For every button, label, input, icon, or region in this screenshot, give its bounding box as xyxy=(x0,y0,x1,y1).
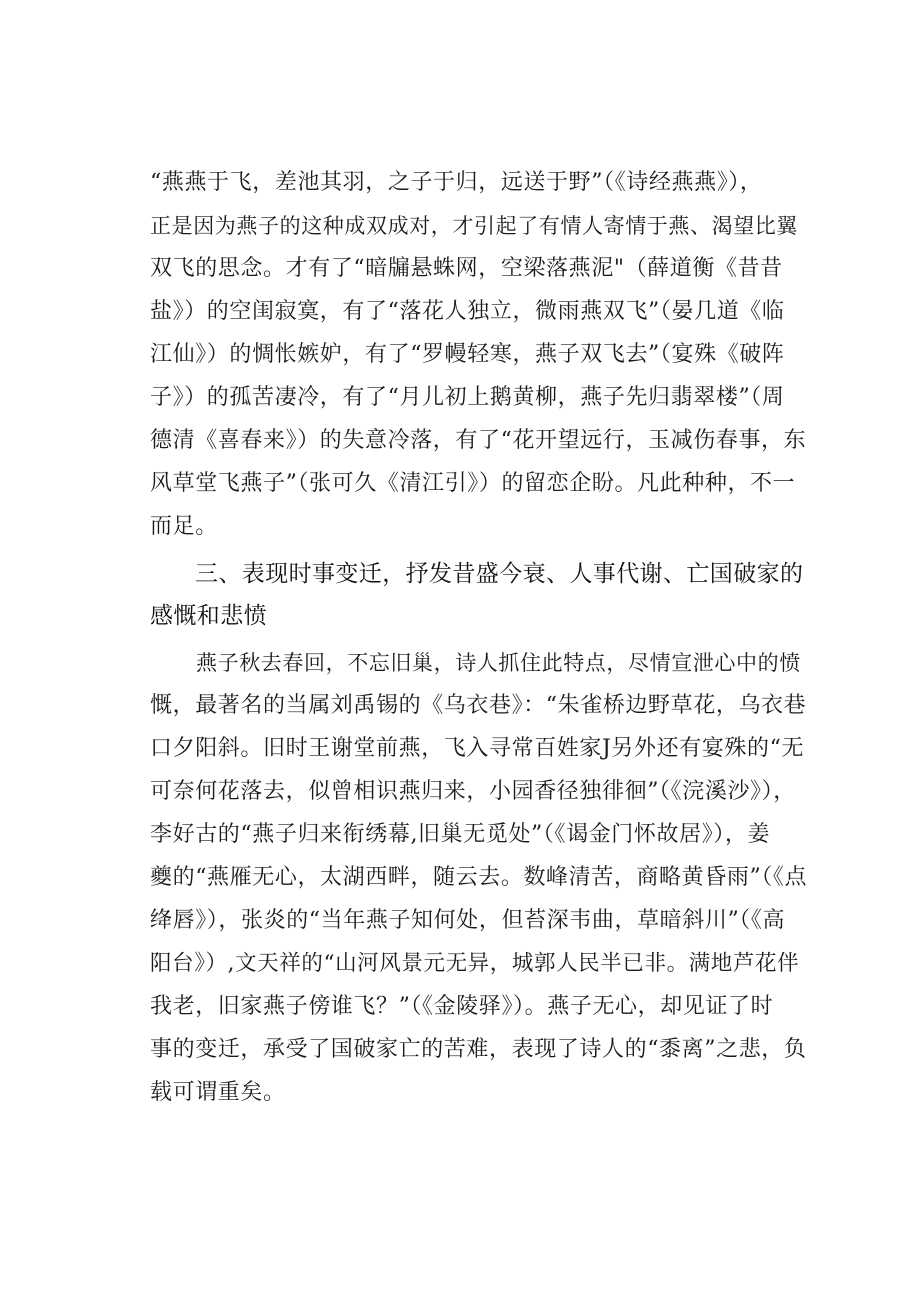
text-line: 口夕阳斜。旧时王谢堂前燕，飞入寻常百姓家J另外还有宴殊的“无 xyxy=(150,736,805,761)
text-line: 李好古的“燕子归来衔绣幕,旧巢无觅处”（《谒金门怀故居》），姜 xyxy=(150,822,771,847)
text-line: 正是因为燕子的这种成双成对，才引起了有情人寄情于燕、渴望比翼 xyxy=(150,214,798,238)
text-line: 而足。 xyxy=(150,514,218,539)
text-line: 载可谓重矣。 xyxy=(150,1080,286,1105)
text-line: 我老，旧家燕子傍谁飞？”（《金陵驿》）。燕子无心，却见证了时 xyxy=(150,994,774,1019)
text-line: 事的变迁，承受了国破家亡的苦难，表现了诗人的“黍离”之悲，负 xyxy=(150,1037,807,1062)
text-line: 盐》）的空闺寂寞，有了“落花人独立，微雨燕双飞”（晏几道《临 xyxy=(150,299,785,324)
text-line: 德清《喜春来》）的失意冷落，有了“花开望远行，玉减伤春事，东 xyxy=(150,428,807,453)
text-line: “燕燕于飞，差池其羽，之子于归，远送于野”（《诗经燕燕》）， xyxy=(150,170,763,195)
text-line: 可奈何花落去，似曾相识燕归来，小园香径独徘徊”（《浣溪沙》）， xyxy=(150,779,796,804)
text-line: 绛唇》），张炎的“当年燕子知何处，但苔深韦曲，草暗斜川”（《高 xyxy=(150,908,786,933)
text-line: 燕子秋去春回，不忘旧巢，诗人抓住此特点，尽情宣泄心中的愤 xyxy=(196,651,801,675)
text-line: 阳台》）,文天祥的“山河风景元无异，城郭人民半已非。满地芦花伴 xyxy=(150,951,800,976)
section-heading-line-2: 感慨和悲愤 xyxy=(150,603,267,629)
text-line: 风草堂飞燕子”（张可久《清江引》）的留恋企盼。凡此种种，不一 xyxy=(150,471,796,496)
text-line: 夔的“燕雁无心，太湖西畔，随云去。数峰清苦，商略黄昏雨”（《点 xyxy=(150,865,808,890)
text-line: 慨，最著名的当属刘禹锡的《乌衣巷》：“朱雀桥边野草花，乌衣巷 xyxy=(150,693,807,718)
text-line: 双飞的思念。才有了“暗牖悬蛛网，空梁落燕泥"（薛道衡《昔昔 xyxy=(150,256,783,281)
section-heading-line-1: 三、表现时事变迁，抒发昔盛今衰、人事代谢、亡国破家的 xyxy=(195,561,804,587)
text-line: 子》）的孤苦凄冷，有了“月儿初上鹅黄柳，燕子先归翡翠楼”（周 xyxy=(150,385,785,410)
text-line: 江仙》）的惆怅嫉妒，有了“罗幔轻寒，燕子双飞去”（宴殊《破阵 xyxy=(150,342,785,367)
